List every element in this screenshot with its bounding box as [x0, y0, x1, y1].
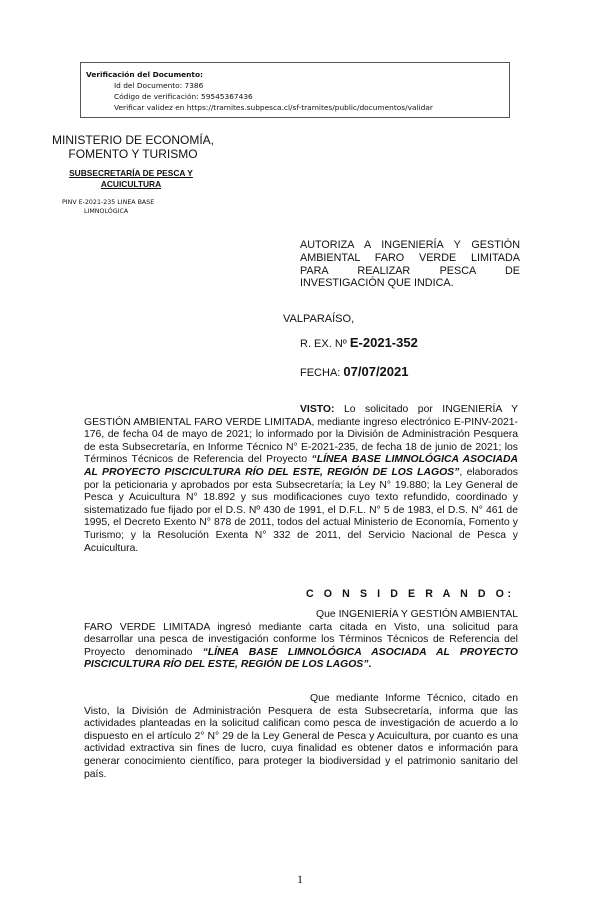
p1-end: .: [368, 659, 372, 671]
subsecretaria-line-1: SUBSECRETARÍA DE PESCA Y: [69, 168, 193, 178]
visto-project-name: “LÍNEA BASE LIMNOLÓGICA ASOCIADA AL PROYECTO PISCICULTURA RÍO DEL ESTE, REGIÓN DE LOS LAGOS”: [84, 454, 518, 478]
place: VALPARAÍSO,: [283, 313, 355, 325]
resolution-title: [300, 239, 520, 290]
considerando-paragraph-1: [84, 609, 518, 672]
title-line-2: AMBIENTAL FARO VERDE LIMITADA: [300, 251, 520, 264]
title-line-4: INVESTIGACIÓN QUE INDICA.: [300, 277, 454, 290]
resolution-value: E-2021-352: [349, 335, 418, 350]
p2-text: Que mediante Informe Técnico, citado en Visto, la División de Administración Pesquera de esta Subsecretaría, informa que las actividades planteadas en la solicitud califican como pesca de investigación de acuerdo a lo dispuesto en el artículo 2° N° 29 de la Ley General de Pesca y Acuicultura, por cuanto es una actividad extractiva sin fines de lucro, cuya finalidad es obtener datos e información para generar conocimiento científico, para proteger la biodiversidad y el patrimonio sanitario del país.: [84, 693, 518, 780]
considerando-heading: C O N S I D E R A N D O:: [306, 588, 515, 600]
ministry-line-2: FOMENTO Y TURISMO: [68, 147, 198, 161]
subsecretaria-name: [36, 168, 226, 190]
resolution-label: R. EX. Nº: [300, 338, 347, 350]
verification-item-id: • Id del Documento: 7386: [114, 80, 509, 91]
p1-project-name: “LÍNEA BASE LIMNOLÓGICA ASOCIADA AL PROYECTO PISCICULTURA RÍO DEL ESTE, REGIÓN DE LOS LAGOS”: [84, 646, 518, 671]
title-line-3: PARA REALIZAR PESCA DE: [300, 264, 520, 277]
visto-label: VISTO:: [300, 404, 335, 415]
verification-list: [86, 80, 509, 113]
visto-text-a: Lo solicitado por INGENIERÍA Y GESTIÓN AMBIENTAL FARO VERDE LIMITADA, mediante ingreso electrónico E-PINV-2021-176, de fecha 04 de mayo de 2021; lo informado por la División de Administración Pesquera de esta Subsecretaría, en Informe Técnico N° E-2021-235, de fecha 18 de junio de 2021; los Términos Técnicos de Referencia del Proyecto: [84, 404, 519, 466]
title-line-1: AUTORIZA A INGENIERÍA Y GESTIÓN: [300, 239, 520, 251]
date-value: 07/07/2021: [343, 364, 409, 379]
p1-text: Que INGENIERÍA Y GESTIÓN AMBIENTAL FARO VERDE LIMITADA ingresó mediante carta citada en Visto, una solicitud para desarrollar una pesca de investigación conforme los Términos Técnicos de Referencia del Proyecto denominado: [84, 609, 518, 658]
ministry-name: [38, 133, 228, 161]
verification-item-code: • Código de verificación: 59545367436: [114, 91, 509, 102]
visto-text-b: , elaborados por la peticionaria y aprobados por esta Subsecretaría; la Ley N° 19.880; la Ley General de Pesca y Acuicultura N° 18.892 y sus modificaciones cuyo texto refundido, coordinado y sistematizado fue fijado por el D.S. Nº 430 de 1991, el D.F.L. N° 5 de 1983, el D.S. N° 461 de 1995, el Decreto Exento N° 878 de 2011, todos del actual Ministerio de Economía, Fomento y Turismo; y la Resolución Exenta N° 332 de 2011, del Servicio Nacional de Pesca y Acuicultura.: [84, 466, 518, 554]
ministry-line-1: MINISTERIO DE ECONOMÍA,: [51, 133, 214, 147]
verification-title: Verificación del Documento:: [86, 70, 203, 79]
resolution-number: [300, 335, 418, 350]
page-number: 1: [297, 872, 303, 886]
reference-line-1: PINV E-2021-235 LINEA BASE: [62, 199, 155, 206]
date-label: FECHA:: [300, 367, 341, 379]
subsecretaria-line-2: ACUICULTURA: [100, 179, 162, 189]
considerando-paragraph-2: [84, 693, 518, 781]
verification-item-url[interactable]: • Verificar validez en https://tramites.subpesca.cl/sf-tramites/public/documentos/validar: [114, 102, 509, 113]
reference-line-2: LIMNOLÓGICA: [84, 207, 129, 215]
document-reference: [62, 199, 172, 216]
resolution-date: [300, 364, 408, 379]
visto-paragraph: [84, 404, 518, 555]
verification-box: [80, 62, 510, 118]
